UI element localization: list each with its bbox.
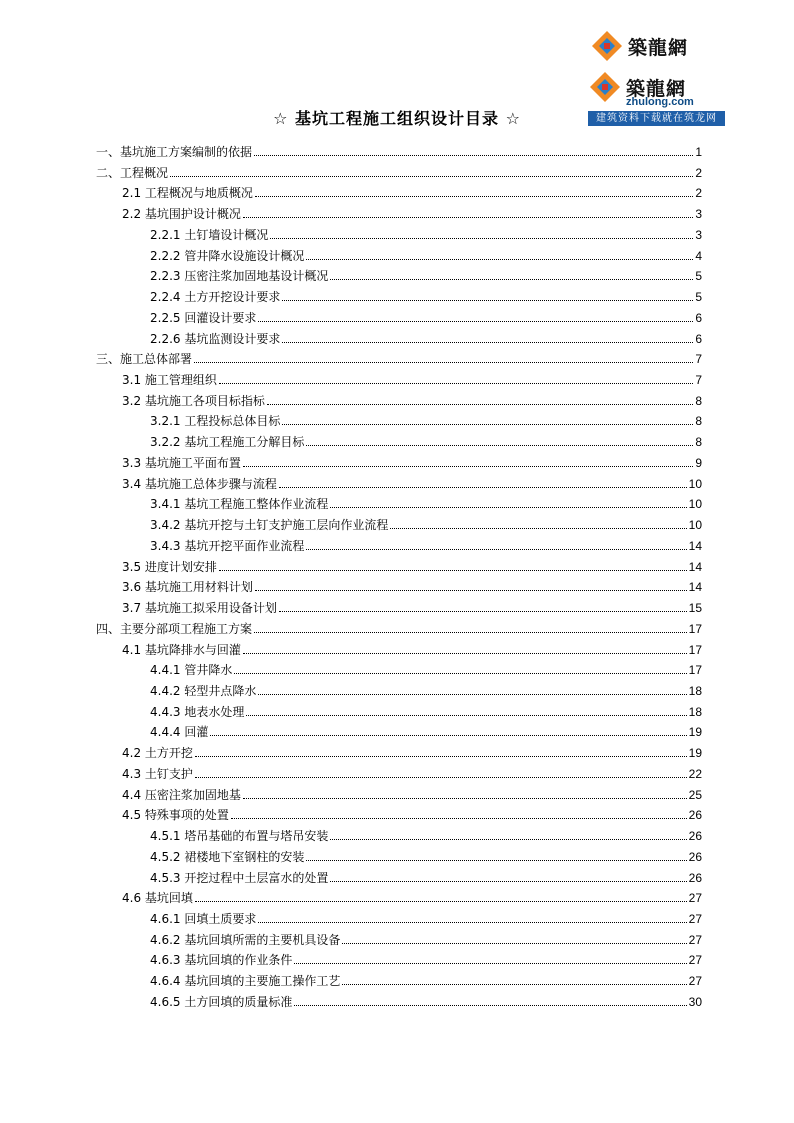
toc-entry-page: 5 xyxy=(695,269,702,283)
toc-entry-label: 2.2.6 基坑监测设计要求 xyxy=(150,332,281,346)
toc-entry[interactable] xyxy=(96,346,702,366)
toc-entry-page: 17 xyxy=(688,622,702,636)
zhulong-mark-icon xyxy=(588,70,622,104)
toc-entry-page: 14 xyxy=(688,539,702,553)
toc-entry-label: 2.2 基坑围护设计概况 xyxy=(122,207,241,221)
toc-entry-label: 4.4.4 回灌 xyxy=(150,725,209,739)
toc-entry-label: 4.4 压密注浆加固地基 xyxy=(122,788,241,802)
toc-entry[interactable] xyxy=(150,719,702,739)
logo-domain: zhulong.com xyxy=(626,96,694,108)
toc-entry-label: 4.6.2 基坑回填所需的主要机具设备 xyxy=(150,933,341,947)
toc-entry[interactable] xyxy=(150,284,702,304)
logo-brand-name: 築龍網 xyxy=(628,36,689,59)
toc-dot-leader xyxy=(246,714,686,716)
toc-entry[interactable] xyxy=(150,408,702,428)
toc-dot-leader xyxy=(243,652,687,654)
toc-entry-label: 4.5 特殊事项的处置 xyxy=(122,808,229,822)
toc-dot-leader xyxy=(330,880,686,882)
toc-entry-page: 2 xyxy=(695,186,702,200)
toc-entry-page: 18 xyxy=(688,684,702,698)
toc-dot-leader xyxy=(194,361,693,363)
toc-dot-leader xyxy=(306,258,693,260)
toc-dot-leader xyxy=(231,817,687,819)
toc-entry[interactable] xyxy=(150,844,702,864)
toc-entry-page: 6 xyxy=(695,332,702,346)
toc-dot-leader xyxy=(267,403,693,405)
toc-dot-leader xyxy=(255,195,693,197)
toc-entry[interactable] xyxy=(96,616,702,636)
toc-dot-leader xyxy=(306,859,686,861)
toc-entry[interactable] xyxy=(122,180,702,200)
toc-entry-page: 4 xyxy=(695,249,702,263)
toc-entry[interactable] xyxy=(150,222,702,242)
toc-entry-page: 8 xyxy=(695,435,702,449)
toc-entry-page: 26 xyxy=(688,871,702,885)
document-title: ☆ 基坑工程施工组织设计目录 ☆ xyxy=(273,109,521,128)
toc-entry-label: 三、施工总体部署 xyxy=(96,352,193,366)
toc-entry[interactable] xyxy=(122,471,702,491)
toc-entry[interactable] xyxy=(150,865,702,885)
toc-dot-leader xyxy=(219,569,687,571)
toc-entry-label: 2.2.2 管井降水设施设计概况 xyxy=(150,249,305,263)
toc-entry-page: 7 xyxy=(695,352,702,366)
toc-entry-label: 2.1 工程概况与地质概况 xyxy=(122,186,253,200)
toc-entry-label: 3.4 基坑施工总体步骤与流程 xyxy=(122,477,277,491)
toc-entry-label: 4.1 基坑降排水与回灌 xyxy=(122,643,241,657)
toc-entry-page: 5 xyxy=(695,290,702,304)
toc-dot-leader xyxy=(306,548,686,550)
toc-entry-label: 4.5.1 塔吊基础的布置与塔吊安装 xyxy=(150,829,329,843)
toc-dot-leader xyxy=(254,631,687,633)
toc-entry-page: 2 xyxy=(695,166,702,180)
toc-dot-leader xyxy=(390,527,686,529)
zhulong-logo-top xyxy=(590,28,720,64)
toc-entry-page: 19 xyxy=(688,746,702,760)
toc-entry-page: 26 xyxy=(688,829,702,843)
toc-dot-leader xyxy=(243,216,693,218)
toc-dot-leader xyxy=(279,486,687,488)
toc-entry-label: 2.2.4 土方开挖设计要求 xyxy=(150,290,281,304)
toc-entry-label: 3.2 基坑施工各项目标指标 xyxy=(122,394,265,408)
toc-entry-label: 3.4.2 基坑开挖与土钉支护施工层向作业流程 xyxy=(150,518,389,532)
toc-entry-label: 二、工程概况 xyxy=(96,166,169,180)
toc-entry[interactable] xyxy=(122,554,702,574)
toc-entry-label: 3.4.3 基坑开挖平面作业流程 xyxy=(150,539,305,553)
toc-entry-page: 17 xyxy=(688,643,702,657)
toc-entry-page: 18 xyxy=(688,705,702,719)
toc-entry-label: 4.6.1 回填土质要求 xyxy=(150,912,257,926)
toc-entry[interactable] xyxy=(150,989,702,1009)
toc-entry-page: 27 xyxy=(688,933,702,947)
toc-entry[interactable] xyxy=(96,139,702,159)
toc-entry[interactable] xyxy=(122,574,702,594)
toc-entry-page: 1 xyxy=(695,145,702,159)
toc-dot-leader xyxy=(258,693,686,695)
toc-entry[interactable] xyxy=(122,802,702,822)
toc-entry[interactable] xyxy=(122,740,702,760)
toc-entry[interactable] xyxy=(150,699,702,719)
toc-dot-leader xyxy=(330,838,686,840)
toc-dot-leader xyxy=(270,237,693,239)
toc-entry-page: 27 xyxy=(688,953,702,967)
toc-dot-leader xyxy=(294,1004,686,1006)
toc-entry-page: 10 xyxy=(688,497,702,511)
toc-entry-page: 7 xyxy=(695,373,702,387)
toc-entry-page: 26 xyxy=(688,850,702,864)
toc-entry-label: 4.4.1 管井降水 xyxy=(150,663,233,677)
toc-dot-leader xyxy=(330,506,686,508)
toc-entry-label: 3.5 进度计划安排 xyxy=(122,560,217,574)
toc-entry-label: 3.2.2 基坑工程施工分解目标 xyxy=(150,435,305,449)
toc-entry-page: 10 xyxy=(688,518,702,532)
toc-entry-page: 3 xyxy=(695,207,702,221)
toc-entry[interactable] xyxy=(150,326,702,346)
toc-entry-label: 4.2 土方开挖 xyxy=(122,746,193,760)
toc-entry[interactable] xyxy=(150,927,702,947)
toc-entry-label: 3.7 基坑施工拟采用设备计划 xyxy=(122,601,277,615)
toc-entry[interactable] xyxy=(122,201,702,221)
toc-entry-page: 19 xyxy=(688,725,702,739)
toc-entry[interactable] xyxy=(122,782,702,802)
toc-entry-label: 一、基坑施工方案编制的依据 xyxy=(96,145,253,159)
toc-dot-leader xyxy=(234,672,686,674)
logo-brand-name: 築龍網 xyxy=(626,77,687,100)
toc-entry-label: 4.5.3 开挖过程中土层富水的处置 xyxy=(150,871,329,885)
toc-dot-leader xyxy=(195,755,687,757)
toc-entry-label: 4.4.2 轻型井点降水 xyxy=(150,684,257,698)
toc-entry-page: 15 xyxy=(688,601,702,615)
toc-entry-label: 2.2.3 压密注浆加固地基设计概况 xyxy=(150,269,329,283)
toc-dot-leader xyxy=(279,610,687,612)
toc-dot-leader xyxy=(195,900,687,902)
toc-entry-page: 30 xyxy=(688,995,702,1009)
toc-dot-leader xyxy=(306,444,693,446)
toc-entry-page: 6 xyxy=(695,311,702,325)
toc-entry-page: 27 xyxy=(688,974,702,988)
toc-dot-leader xyxy=(282,341,693,343)
toc-dot-leader xyxy=(294,962,686,964)
toc-entry[interactable] xyxy=(150,823,702,843)
toc-entry[interactable] xyxy=(150,533,702,553)
toc-entry[interactable] xyxy=(150,263,702,283)
toc-dot-leader xyxy=(243,465,693,467)
toc-entry[interactable] xyxy=(150,429,702,449)
toc-entry[interactable] xyxy=(122,450,702,470)
toc-entry-label: 4.5.2 裙楼地下室钢柱的安装 xyxy=(150,850,305,864)
toc-dot-leader xyxy=(170,175,693,177)
toc-entry-label: 4.6.3 基坑回填的作业条件 xyxy=(150,953,293,967)
toc-entry[interactable] xyxy=(150,243,702,263)
toc-dot-leader xyxy=(330,278,693,280)
toc-entry[interactable] xyxy=(150,491,702,511)
toc-entry-page: 27 xyxy=(688,891,702,905)
toc-entry-page: 17 xyxy=(688,663,702,677)
toc-entry-label: 四、主要分部项工程施工方案 xyxy=(96,622,253,636)
toc-entry-label: 3.1 施工管理组织 xyxy=(122,373,217,387)
toc-entry[interactable] xyxy=(122,595,702,615)
toc-entry-page: 14 xyxy=(688,560,702,574)
toc-dot-leader xyxy=(210,734,686,736)
toc-entry-page: 8 xyxy=(695,414,702,428)
toc-entry-label: 2.2.1 土钉墙设计概况 xyxy=(150,228,269,242)
toc-dot-leader xyxy=(258,921,686,923)
toc-entry-page: 14 xyxy=(688,580,702,594)
toc-entry[interactable] xyxy=(150,512,702,532)
toc-entry[interactable] xyxy=(96,160,702,180)
toc-dot-leader xyxy=(254,154,693,156)
toc-entry[interactable] xyxy=(150,657,702,677)
toc-entry-page: 22 xyxy=(688,767,702,781)
toc-entry-label: 4.6 基坑回填 xyxy=(122,891,193,905)
toc-entry-label: 2.2.5 回灌设计要求 xyxy=(150,311,257,325)
toc-entry-page: 9 xyxy=(695,456,702,470)
toc-entry[interactable] xyxy=(122,388,702,408)
toc-dot-leader xyxy=(342,942,686,944)
toc-entry-label: 3.6 基坑施工用材料计划 xyxy=(122,580,253,594)
toc-entry-label: 4.6.5 土方回填的质量标准 xyxy=(150,995,293,1009)
toc-entry[interactable] xyxy=(150,906,702,926)
toc-entry-page: 3 xyxy=(695,228,702,242)
toc-entry-page: 27 xyxy=(688,912,702,926)
toc-dot-leader xyxy=(342,983,686,985)
toc-entry[interactable] xyxy=(150,305,702,325)
toc-dot-leader xyxy=(243,797,687,799)
logo-banner: 建筑资料下载就在筑龙网 xyxy=(588,111,725,126)
toc-entry-label: 4.3 土钉支护 xyxy=(122,767,193,781)
toc-entry-page: 8 xyxy=(695,394,702,408)
toc-entry[interactable] xyxy=(150,678,702,698)
toc-entry-page: 10 xyxy=(688,477,702,491)
zhulong-mark-icon xyxy=(590,29,624,63)
toc-entry-label: 3.2.1 工程投标总体目标 xyxy=(150,414,281,428)
toc-dot-leader xyxy=(255,589,687,591)
toc-dot-leader xyxy=(258,320,693,322)
toc-entry-page: 25 xyxy=(688,788,702,802)
toc-dot-leader xyxy=(219,382,693,384)
toc-entry[interactable] xyxy=(150,968,702,988)
toc-entry-label: 4.4.3 地表水处理 xyxy=(150,705,245,719)
toc-entry[interactable] xyxy=(122,761,702,781)
toc-entry[interactable] xyxy=(150,947,702,967)
toc-dot-leader xyxy=(282,299,693,301)
toc-dot-leader xyxy=(195,776,687,778)
toc-entry-label: 4.6.4 基坑回填的主要施工操作工艺 xyxy=(150,974,341,988)
toc-entry-label: 3.4.1 基坑工程施工整体作业流程 xyxy=(150,497,329,511)
toc-entry[interactable] xyxy=(122,885,702,905)
toc-entry-label: 3.3 基坑施工平面布置 xyxy=(122,456,241,470)
toc-dot-leader xyxy=(282,423,693,425)
toc-entry-page: 26 xyxy=(688,808,702,822)
toc-entry[interactable] xyxy=(122,637,702,657)
toc-entry[interactable] xyxy=(122,367,702,387)
